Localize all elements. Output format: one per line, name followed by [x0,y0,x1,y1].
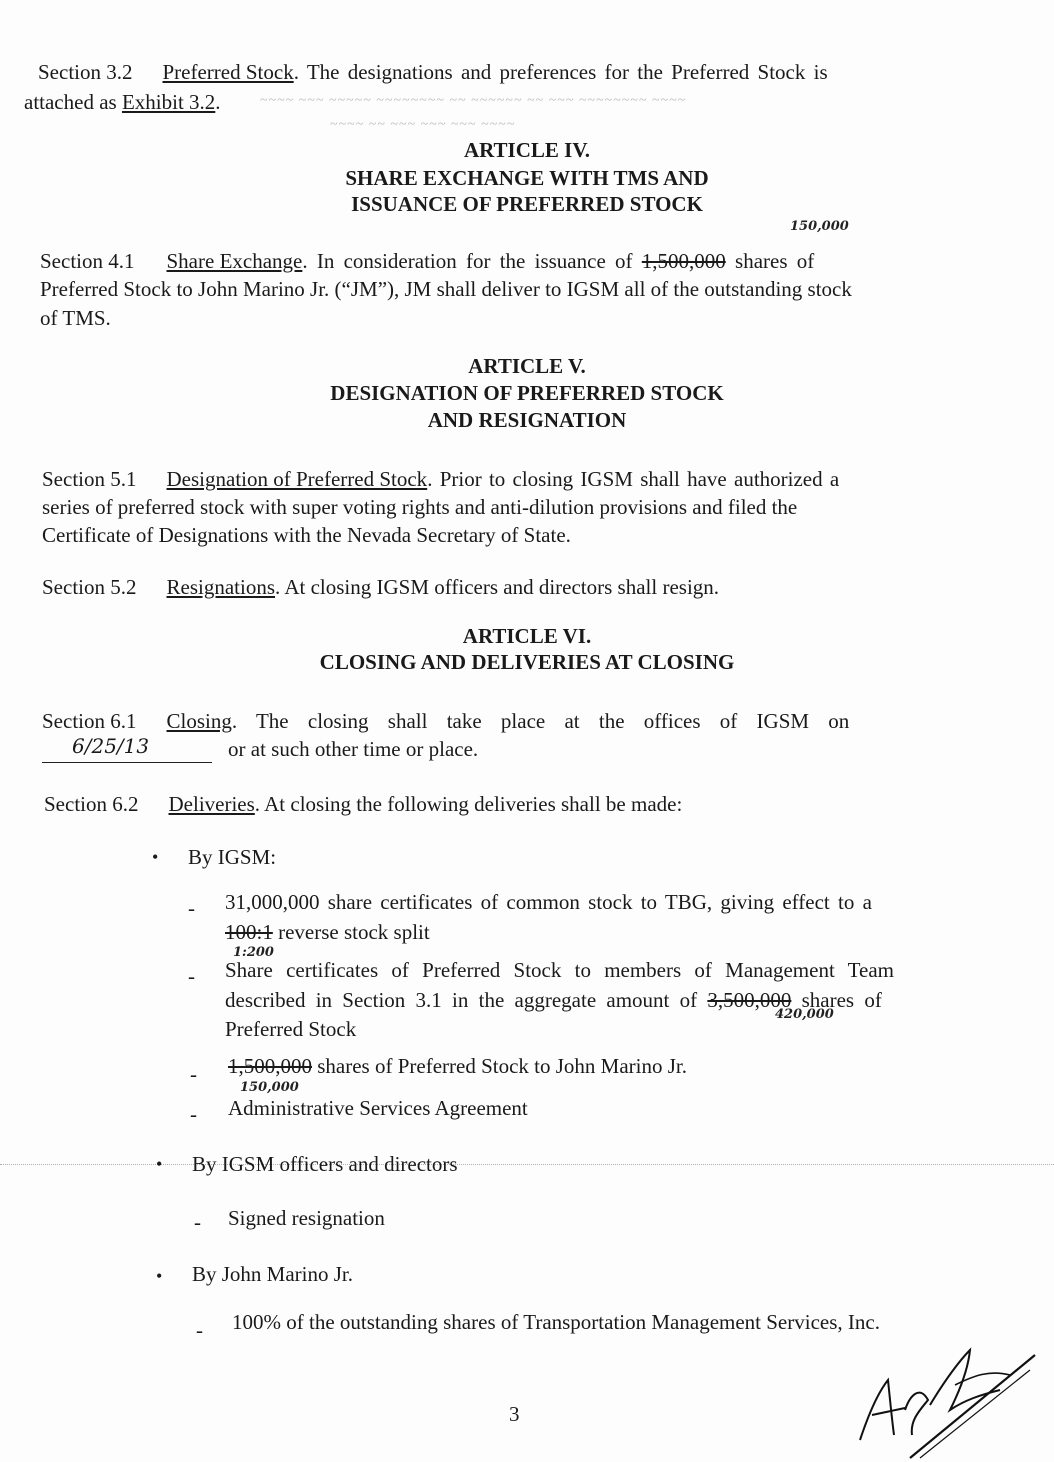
igsm-item-2-line-3: Preferred Stock [225,1017,357,1041]
section-3-2-title: Preferred Stock [162,60,294,84]
section-3-2-text-2a: attached as [24,90,122,114]
section-3-2-text-2b: . [215,90,221,114]
section-5-1-line-1 [42,465,839,493]
section-6-1-title: Closing [166,709,232,733]
article-vi-subheading: CLOSING AND DELIVERIES AT CLOSING [319,650,735,674]
handwritten-ratio: 1:200 [233,945,274,960]
igsm-item-2-line-1: Share certificates of Preferred Stock to members of Management Team [225,958,894,982]
section-4-1-line-3: of TMS. [40,306,111,330]
dash-icon: - [196,1318,203,1342]
igsm-item-1-text: reverse stock split [272,920,430,944]
section-6-2-line [44,790,682,818]
igsm-item-2-text-b: described in Section 3.1 in the aggregate amount of [225,988,708,1012]
igsm-item-3-struck-amount: 1,500,000 [228,1054,312,1078]
section-5-1-line-3: Certificate of Designations with the Nevada Secretary of State. [42,523,571,547]
section-5-2-line [42,573,719,601]
section-6-1-line-2: or at such other time or place. [228,737,479,761]
handwritten-amount-management: 420,000 [775,1007,834,1022]
marino-item-1: 100% of the outstanding shares of Transportation Management Services, Inc. [232,1310,880,1334]
dash-icon: - [190,1102,197,1126]
section-6-1-line-1 [42,707,849,735]
section-6-1-text-1: . The closing shall take place at the offices of IGSM on [231,709,850,733]
igsm-item-2-text-c: shares of [791,988,882,1012]
section-6-2-label: Section 6.2 [44,792,139,816]
section-6-2-title: Deliveries [168,792,255,816]
by-igsm-label: By IGSM: [188,845,277,869]
section-4-1-struck-amount: 1,500,000 [641,249,726,273]
dash-icon: - [188,964,195,988]
igsm-item-1-line-1: 31,000,000 share certificates of common stock to TBG, giving effect to a [225,890,872,914]
article-iv-subheading-1: SHARE EXCHANGE WITH TMS AND [345,166,709,190]
handwritten-amount-4-1: 150,000 [790,219,849,234]
handwritten-initials-signature [850,1340,1040,1460]
dash-icon: - [194,1210,201,1234]
scan-bleed-through-2: ~~~~ ~~ ~~~ ~~~ ~~~ ~~~~ [330,117,516,132]
section-5-2-text: . At closing IGSM officers and directors shall resign. [275,575,720,599]
section-6-1-label: Section 6.1 [42,709,137,733]
section-3-2-line-2 [24,88,221,116]
article-vi-heading: ARTICLE VI. [462,624,592,648]
igsm-item-3-text: shares of Preferred Stock to John Marino Jr. [312,1054,688,1078]
article-v-subheading-2: AND RESIGNATION [427,408,627,432]
section-5-2-label: Section 5.2 [42,575,137,599]
section-4-1-line-1 [40,247,814,275]
article-iv-subheading-2: ISSUANCE OF PREFERRED STOCK [351,192,703,216]
bullet-icon: • [156,1154,163,1174]
section-5-1-text-1: . Prior to closing IGSM shall have authorized a [427,467,840,491]
dash-icon: - [188,896,195,920]
exhibit-3-2-link: Exhibit 3.2 [121,90,216,114]
section-3-2-text-1: . The designations and preferences for the Preferred Stock is [293,60,828,84]
section-5-2-title: Resignations [166,575,275,599]
closing-date-blank [42,734,212,763]
section-3-2-line-1 [38,58,828,86]
handwritten-amount-marino: 150,000 [240,1080,299,1095]
scan-bleed-through: ~~~~ ~~~ ~~~~~ ~~~~~~~~ ~~ ~~~~~~ ~~ ~~~ ~~~~~~~~ ~~~~ [260,93,687,108]
handwritten-closing-date: 6/25/13 [72,734,150,758]
igsm-item-4-line: Administrative Services Agreement [228,1096,528,1120]
article-v-subheading-1: DESIGNATION OF PREFERRED STOCK [330,381,724,405]
igsm-item-1-struck-ratio: 100:1 [225,920,273,944]
article-v-heading: ARTICLE V. [468,354,586,378]
section-4-1-label: Section 4.1 [40,249,135,273]
dash-icon: - [190,1062,197,1086]
bullet-icon: • [156,1266,163,1286]
igsm-item-1-line-2 [225,918,430,946]
article-iv-heading: ARTICLE IV. [463,138,591,162]
section-5-1-title: Designation of Preferred Stock [166,467,428,491]
page-number: 3 [509,1402,520,1426]
section-6-2-text: . At closing the following deliveries shall be made: [254,792,683,816]
igsm-item-3-line [228,1052,687,1080]
officers-item-1: Signed resignation [228,1206,385,1230]
section-4-1-line-2: Preferred Stock to John Marino Jr. (“JM”), JM shall deliver to IGSM all of the outstanding stock [40,277,852,301]
section-4-1-text-1b: shares of [725,249,815,273]
bullet-icon: • [152,847,159,867]
section-5-1-label: Section 5.1 [42,467,137,491]
by-officers-label: By IGSM officers and directors [192,1152,458,1176]
igsm-item-2-struck-amount: 3,500,000 [707,988,792,1012]
section-5-1-line-2: series of preferred stock with super voting rights and anti-dilution provisions and filed the [42,495,798,519]
section-3-2-label: Section 3.2 [38,60,133,84]
section-4-1-text-1a: . In consideration for the issuance of [302,249,642,273]
section-4-1-title: Share Exchange [166,249,303,273]
by-marino-label: By John Marino Jr. [192,1262,354,1286]
